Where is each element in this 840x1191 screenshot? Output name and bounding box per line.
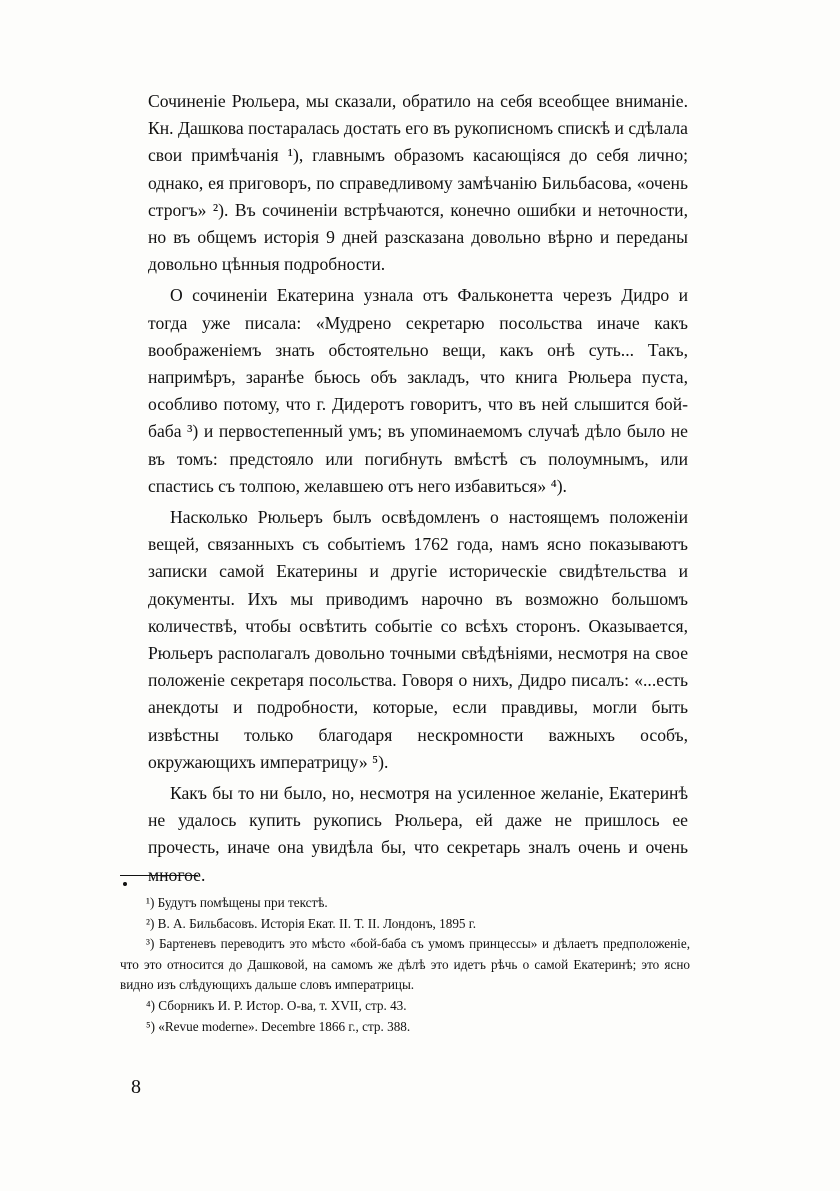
footnote-divider (120, 875, 198, 876)
footnote-3: ³) Бартеневъ переводитъ это мѣсто «бой-баба съ умомъ принцессы» и дѣлаетъ предположеніе, что это относится до Дашковой, на самомъ же дѣлѣ это идетъ рѣчь о самой Екатеринѣ; это ясно видно изъ слѣдующихъ дальше словъ императрицы. (120, 936, 690, 993)
stray-dot (123, 882, 127, 886)
paragraph-2: О сочиненіи Екатерина узнала отъ Фальконетта черезъ Дидро и тогда уже писала: «Мудрено секретарю посольства иначе какъ воображеніемъ знать обстоятельно вещи, какъ онѣ суть... Такъ, напримѣръ, заранѣе бьюсь объ закладъ, что книга Рюльера пуста, особливо потому, что г. Дидеротъ говоритъ, что въ ней слышится бой-баба ³) и первостепенный умъ; въ упоминаемомъ случаѣ дѣло было не въ томъ: предстояло или погибнуть вмѣстѣ съ полоумнымъ, или спастись съ толпою, желавшею отъ него избавиться» ⁴). (148, 285, 688, 496)
page-number: 8 (131, 1076, 141, 1098)
footnote-4: ⁴) Сборникъ И. Р. Истор. О-ва, т. XVII, стр. 43. (146, 997, 407, 1013)
paragraph-4: Какъ бы то ни было, но, несмотря на усиленное желаніе, Екатеринѣ не удалось купить рукопись Рюльера, ей даже не пришлось ее прочесть, иначе она увидѣла бы, что секретарь зналъ очень и очень многое. (148, 783, 688, 885)
paragraph-1: Сочиненіе Рюльера, мы сказали, обратило на себя всеобщее вниманіе. Кн. Дашкова постаралась достать его въ рукописномъ спискѣ и сдѣлала свои примѣчанія ¹), главнымъ образомъ касающіяся до себя лично; однако, ея приговоръ, по справедливому замѣчанію Бильбасова, «очень строгъ» ²). Въ сочиненіи встрѣчаются, конечно ошибки и неточности, но въ общемъ исторія 9 дней разсказана довольно вѣрно и переданы довольно цѣнныя подробности. (148, 91, 688, 275)
paragraph-3: Насколько Рюльеръ былъ освѣдомленъ о настоящемъ положеніи вещей, связанныхъ съ событіемъ 1762 года, намъ ясно показываютъ записки самой Екатерины и другіе историческіе свидѣтельства и документы. Ихъ мы приводимъ нарочно въ возможно большомъ количествѣ, чтобы освѣтить событіе со всѣхъ сторонъ. Оказывается, Рюльеръ располагалъ довольно точными свѣдѣніями, несмотря на свое положеніе секретаря посольства. Говоря о нихъ, Дидро писалъ: «...есть анекдоты и подробности, которые, если правдивы, могли быть извѣстны только благодаря нескромности важныхъ особъ, окружающихъ императрицу» ⁵). (148, 507, 688, 772)
main-text (148, 88, 688, 889)
footnotes (120, 893, 690, 1037)
footnote-2: ²) В. А. Бильбасовъ. Исторія Екат. II. Т. II. Лондонъ, 1895 г. (146, 915, 477, 931)
footnote-5: ⁵) «Revue moderne». Decembre 1866 г., стр. 388. (146, 1018, 411, 1034)
footnote-1: ¹) Будутъ помѣщены при текстѣ. (146, 895, 328, 910)
